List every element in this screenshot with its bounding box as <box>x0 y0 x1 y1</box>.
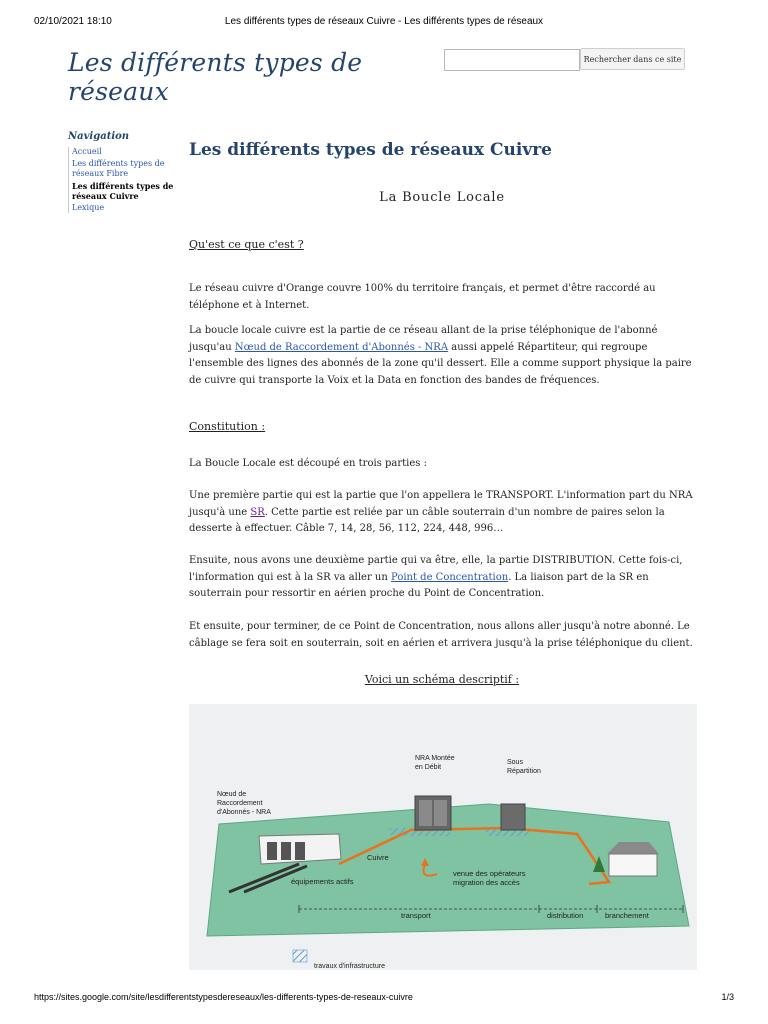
paragraph-parts: La Boucle Locale est découpé en trois parties : <box>189 458 427 469</box>
paragraph-branchement: Et ensuite, pour terminer, de ce Point de Concentration, nous allons aller jusqu'à notre abonné. Le câblage se fera soit en souterrain, soit en aérien et arrivera jusqu'à la prise téléphonique du client. <box>189 621 693 649</box>
paragraph-transport <box>189 488 695 538</box>
label-equipements: équipements actifs <box>291 877 354 886</box>
label-montee-1: NRA Montée <box>415 755 455 762</box>
label-nra-1: Nœud de <box>217 791 247 798</box>
link-sr[interactable]: SR <box>250 506 265 518</box>
label-sr-2: Répartition <box>507 768 541 775</box>
print-header <box>0 10 768 26</box>
label-venue-1: venue des opérateurs <box>453 869 526 878</box>
paragraph-distribution <box>189 553 695 603</box>
site-title[interactable] <box>68 50 398 108</box>
label-transport: transport <box>401 911 431 920</box>
nra-rack-2 <box>281 842 291 860</box>
paragraph-distribution-text-a: Ensuite, nous avons une deuxième partie qui va être, elle, la partie DISTRIBUTION. Cette fois-ci, l'information qui est à la SR va aller un <box>189 555 683 583</box>
main-content <box>189 138 695 686</box>
question-heading: Qu'est ce que c'est ? <box>189 238 304 251</box>
label-cuivre: Cuivre <box>367 853 389 862</box>
legend-label: travaux d'infrastructure <box>314 963 385 970</box>
house-body <box>609 854 657 876</box>
label-nra-2: Raccordement <box>217 800 263 807</box>
label-branchement: branchement <box>605 911 649 920</box>
print-page-count: 1/3 <box>721 992 734 1002</box>
nav-list <box>68 147 174 213</box>
print-doc-title: Les différents types de réseaux Cuivre - Les différents types de réseaux <box>224 16 544 27</box>
boucle-locale-diagram <box>189 704 697 970</box>
paragraph-boucle-text-a: La boucle locale cuivre est la partie de ce réseau allant de la prise téléphonique de l'abonné jusqu'au <box>189 325 658 353</box>
site-title-line1: Les différents types de <box>68 48 363 77</box>
label-nra-3: d'Abonnés - NRA <box>217 809 271 816</box>
label-sr-1: Sous <box>507 759 523 766</box>
schema-heading: Voici un schéma descriptif : <box>364 673 520 686</box>
site-title-line2: réseaux <box>68 77 169 106</box>
nav-heading: Navigation <box>68 131 130 142</box>
label-distribution: distribution <box>547 911 584 920</box>
paragraph-boucle <box>189 323 695 389</box>
constitution-heading: Constitution : <box>189 420 266 433</box>
paragraph-transport-text-b: . Cette partie est reliée par un câble souterrain d'un nombre de paires selon la desserte à effectuer. Câble 7, 14, 28, 56, 112, 224, 448, 996… <box>189 506 665 534</box>
label-venue-2: migration des accès <box>453 878 520 887</box>
print-url: https://sites.google.com/site/lesdifferentstypesdereseaux/les-differents-types-de-reseaux-cuivre <box>34 992 413 1002</box>
sidebar-item-fibre[interactable]: Les différents types de réseaux Fibre <box>72 159 165 178</box>
print-date: 02/10/2021 18:10 <box>34 16 112 27</box>
nra-rack-3 <box>295 842 305 860</box>
sidebar-nav <box>68 131 174 215</box>
sidebar-item-accueil[interactable]: Accueil <box>72 147 102 156</box>
sr-cabinet <box>501 804 525 830</box>
legend-hatch-swatch <box>293 950 307 962</box>
page-title: Les différents types de réseaux Cuivre <box>189 140 552 160</box>
link-point-concentration[interactable]: Point de Concentration <box>391 571 509 583</box>
nra-med-door-1 <box>419 800 432 826</box>
paragraph-distribution-text-b: . La liaison part de la SR en souterrain pour ressortir en aérien proche du Point de Concentration. <box>189 571 649 599</box>
sidebar-item-cuivre[interactable]: Les différents types de réseaux Cuivre <box>72 181 174 201</box>
paragraph-intro: Le réseau cuivre d'Orange couvre 100% du territoire français, et permet d'être raccordé au téléphone et à Internet. <box>189 283 656 311</box>
search-input[interactable] <box>444 49 580 71</box>
search-button[interactable]: Rechercher dans ce site <box>580 48 685 70</box>
paragraph-boucle-text-b: aussi appelé Répartiteur, qui regroupe l'ensemble des lignes des abonnés de la zone qu'il dessert. Elle a comme support physique la paire de cuivre qui transporte la Voix et la Data en fonction des bandes de fréquences. <box>189 341 692 386</box>
label-montee-2: en Débit <box>415 764 442 771</box>
link-nra[interactable]: Nœud de Raccordement d'Abonnés - NRA <box>234 341 449 353</box>
nra-rack-1 <box>267 842 277 860</box>
sidebar-item-lexique[interactable]: Lexique <box>72 203 105 212</box>
nra-med-door-2 <box>434 800 447 826</box>
section-heading: La Boucle Locale <box>379 190 505 205</box>
paragraph-transport-text-a: Une première partie qui est la partie que l'on appellera le TRANSPORT. L'information part du NRA jusqu'à une <box>189 490 693 518</box>
